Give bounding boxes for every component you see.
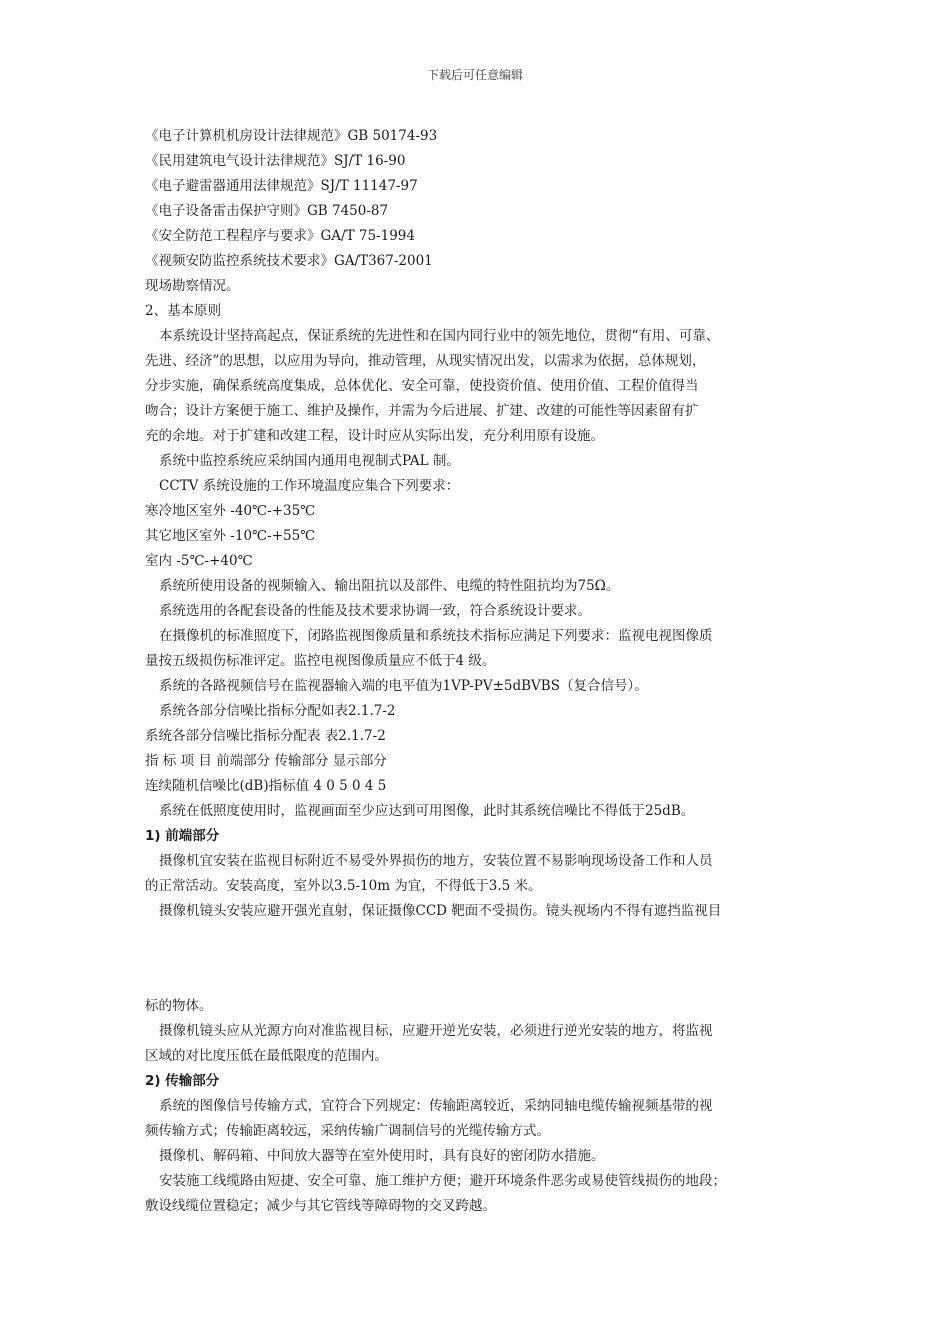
paragraph-line: 频传输方式；传输距离较远，采纳传输广调制信号的光缆传输方式。 bbox=[145, 1123, 550, 1139]
standard-ref-2: 《民用建筑电气设计法律规范》SJ/T 16-90 bbox=[145, 153, 406, 169]
paragraph-line: 系统各部分信噪比指标分配如表2.1.7-2 bbox=[159, 703, 396, 719]
standard-ref-5: 《安全防范工程程序与要求》GA/T 75-1994 bbox=[145, 228, 415, 244]
temperature-line: 其它地区室外 -10℃-+55℃ bbox=[145, 528, 316, 544]
table-caption: 系统各部分信噪比指标分配表 表2.1.7-2 bbox=[145, 728, 386, 744]
temperature-line: 室内 -5℃-+40℃ bbox=[145, 553, 253, 569]
paragraph-line: 摄像机镜头安装应避开强光直射，保证摄像CCD 靶面不受损伤。镜头视场内不得有遮挡监视目 bbox=[159, 903, 722, 919]
paragraph-line: 系统中监控系统应采纳国内通用电视制式PAL 制。 bbox=[159, 453, 460, 469]
table-header-row: 指 标 项 目 前端部分 传输部分 显示部分 bbox=[145, 753, 387, 769]
standard-ref-3: 《电子避雷器通用法律规范》SJ/T 11147-97 bbox=[145, 178, 418, 194]
table-data-row: 连续随机信噪比(dB)指标值 4 0 5 0 4 5 bbox=[145, 778, 387, 794]
text-block-bottom bbox=[145, 994, 765, 1219]
paragraph-line: 系统所使用设备的视频输入、输出阻抗以及部件、电缆的特性阻抗均为75Ω。 bbox=[159, 578, 620, 594]
section-heading-principles: 2、基本原则 bbox=[145, 303, 222, 319]
standard-ref-1: 《电子计算机机房设计法律规范》GB 50174-93 bbox=[145, 128, 438, 144]
page-header: 下载后可任意编辑 bbox=[426, 68, 523, 82]
paragraph-line: 充的余地。对于扩建和改建工程，设计时应从实际出发，充分利用原有设施。 bbox=[145, 428, 604, 444]
paragraph-line: 先进、经济”的思想，以应用为导向，推动管理，从现实情况出发，以需求为依据，总体规划， bbox=[145, 353, 706, 369]
section-heading-frontend: 1) 前端部分 bbox=[145, 828, 220, 844]
paragraph-line: CCTV 系统设施的工作环境温度应集合下列要求： bbox=[159, 478, 460, 494]
paragraph-line: 系统的图像信号传输方式，宜符合下列规定：传输距离较近，采纳同轴电缆传输视频基带的视 bbox=[159, 1098, 713, 1114]
paragraph-line: 标的物体。 bbox=[145, 998, 213, 1014]
section-heading-transmission: 2) 传输部分 bbox=[145, 1073, 220, 1089]
site-survey-line: 现场勘察情况。 bbox=[145, 278, 240, 294]
paragraph-line: 系统选用的各配套设备的性能及技术要求协调一致，符合系统设计要求。 bbox=[159, 603, 591, 619]
paragraph-line: 吻合；设计方案便于施工、维护及操作，并需为今后进展、扩建、改建的可能性等因素留有扩 bbox=[145, 403, 699, 419]
paragraph-line: 摄像机宜安装在监视目标附近不易受外界损伤的地方，安装位置不易影响现场设备工作和人员 bbox=[159, 853, 713, 869]
paragraph-line: 敷设线缆位置稳定；减少与其它管线等障碍物的交叉跨越。 bbox=[145, 1198, 496, 1214]
paragraph-line: 本系统设计坚持高起点，保证系统的先进性和在国内同行业中的领先地位，贯彻“有用、可靠、 bbox=[159, 328, 720, 344]
paragraph-line: 摄像机、解码箱、中间放大器等在室外使用时，具有良好的密闭防水措施。 bbox=[159, 1148, 605, 1164]
temperature-line: 寒冷地区室外 -40℃-+35℃ bbox=[145, 503, 316, 519]
paragraph-line: 系统的各路视频信号在监视器输入端的电平值为1VP-PV±5dBVBS（复合信号）。 bbox=[159, 678, 648, 694]
paragraph-line: 的正常活动。安装高度，室外以3.5-10m 为宜，不得低于3.5 米。 bbox=[145, 878, 542, 894]
standard-ref-6: 《视频安防监控系统技术要求》GA/T367-2001 bbox=[145, 253, 433, 269]
paragraph-line: 在摄像机的标准照度下，闭路监视图像质量和系统技术指标应满足下列要求：监视电视图像质 bbox=[159, 628, 713, 644]
paragraph-line: 分步实施，确保系统高度集成，总体优化、安全可靠，使投资价值、使用价值、工程价值得当 bbox=[145, 378, 699, 394]
paragraph-line: 安装施工线缆路由短捷、安全可靠、施工维护方便；避开环境条件恶劣或易使管线损伤的地段； bbox=[159, 1173, 726, 1189]
standard-ref-4: 《电子设备雷击保护守则》GB 7450-87 bbox=[145, 203, 389, 219]
paragraph-line: 系统在低照度使用时，监视画面至少应达到可用图像，此时其系统信噪比不得低于25dB。 bbox=[159, 803, 695, 819]
paragraph-line: 量按五级损伤标准评定。监控电视图像质量应不低于4 级。 bbox=[145, 653, 496, 669]
text-block-top bbox=[145, 124, 765, 924]
paragraph-line: 区域的对比度压低在最低限度的范围内。 bbox=[145, 1048, 388, 1064]
paragraph-line: 摄像机镜头应从光源方向对准监视目标，应避开逆光安装，必须进行逆光安装的地方，将监视 bbox=[159, 1023, 713, 1039]
